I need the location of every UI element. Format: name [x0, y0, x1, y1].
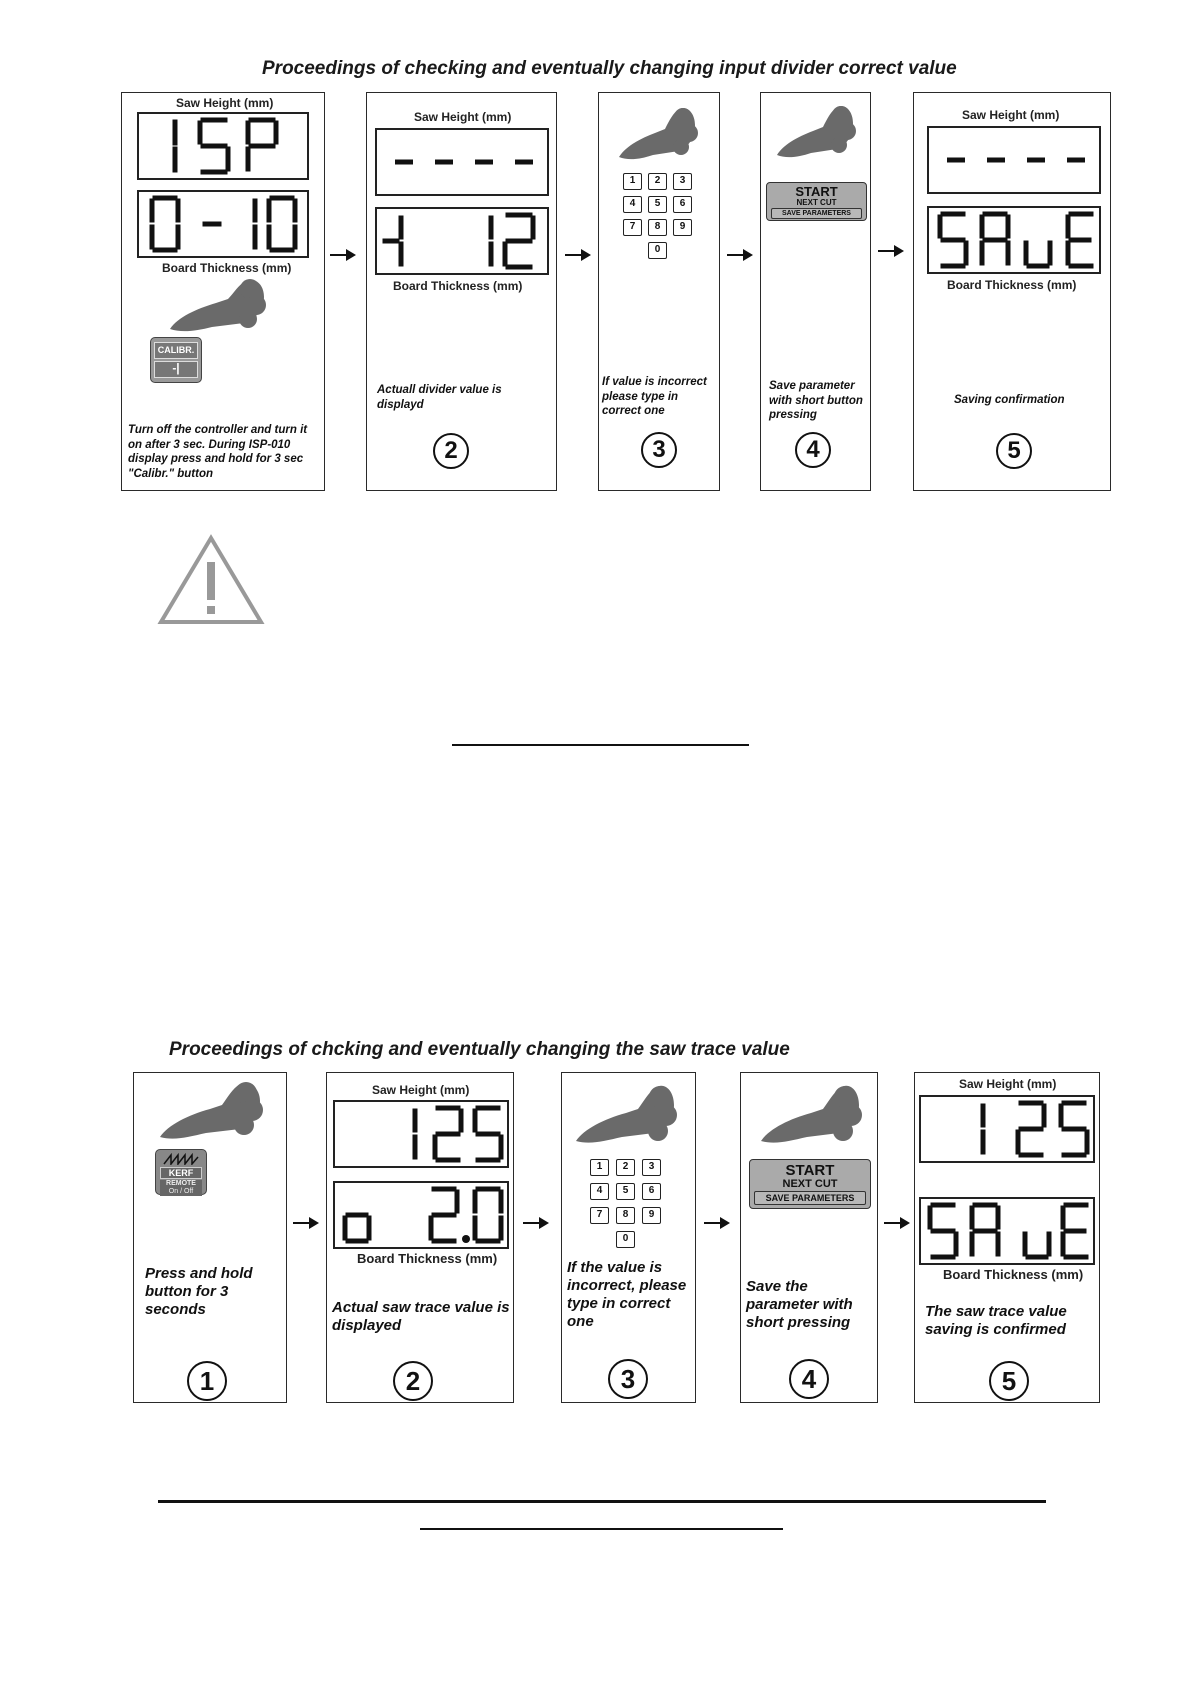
arrow-right-icon: [882, 1216, 912, 1230]
s2-step2-panel: [326, 1072, 514, 1403]
next-cut-label: NEXT CUT: [796, 198, 837, 207]
key-0[interactable]: 0: [616, 1231, 635, 1248]
step-description: Save parameter with short button pressing: [769, 380, 863, 421]
key-7[interactable]: 7: [623, 219, 642, 236]
arrow-right-icon: [725, 248, 755, 262]
display-top: [137, 112, 309, 180]
seven-seg-divider-12: [377, 209, 547, 273]
key-3[interactable]: 3: [642, 1159, 661, 1176]
warning-triangle-icon: [155, 532, 267, 628]
seven-seg-dashes: [377, 130, 547, 194]
remote-label: REMOTE: [160, 1180, 202, 1188]
step-description: Press and hold button for 3 seconds: [145, 1265, 253, 1318]
saw-height-label: Saw Height (mm): [962, 108, 1060, 122]
arrow-right-icon: [328, 248, 358, 262]
board-thickness-label: Board Thickness (mm): [943, 1267, 1084, 1282]
start-save-parameters-button[interactable]: [749, 1159, 871, 1209]
key-1[interactable]: 1: [590, 1159, 609, 1176]
step-number: 3: [641, 432, 677, 468]
step-number: 4: [795, 432, 831, 468]
divider-line: [158, 1500, 1046, 1503]
s2-step5-panel: [914, 1072, 1100, 1403]
save-parameters-label: SAVE PARAMETERS: [754, 1191, 866, 1205]
display-bottom: [927, 206, 1101, 274]
step-description: Save the parameter with short pressing: [746, 1278, 853, 1331]
start-save-parameters-button[interactable]: [766, 182, 867, 221]
display-top: [927, 126, 1101, 194]
s1-step4-panel: [760, 92, 871, 491]
key-8[interactable]: 8: [648, 219, 667, 236]
seven-seg-125: [921, 1097, 1093, 1161]
s1-step2-panel: [366, 92, 557, 491]
finger-press-icon: [617, 101, 699, 163]
key-4[interactable]: 4: [623, 196, 642, 213]
saw-teeth-icon: [163, 1153, 199, 1165]
s2-step3-panel: [561, 1072, 696, 1403]
key-8[interactable]: 8: [616, 1207, 635, 1224]
start-label: START: [785, 1162, 835, 1179]
step-number: 5: [989, 1361, 1029, 1401]
display-top: [919, 1095, 1095, 1163]
numeric-keypad: [623, 173, 695, 269]
s1-step3-panel: [598, 92, 720, 491]
key-1[interactable]: 1: [623, 173, 642, 190]
start-label: START: [795, 184, 838, 199]
display-top: [375, 128, 549, 196]
board-thickness-label: Board Thickness (mm): [357, 1251, 498, 1266]
step-description: If the value is incorrect, please type in correct one: [567, 1259, 687, 1330]
step-description: Turn off the controller and turn it on after 3 sec. During ISP-010 display press and hold for 3 sec "Calibr." button: [128, 424, 308, 480]
display-bottom: [919, 1197, 1095, 1265]
arrow-right-icon: [876, 244, 906, 258]
finger-press-icon: [574, 1077, 678, 1147]
board-thickness-label: Board Thickness (mm): [162, 261, 292, 275]
key-2[interactable]: 2: [648, 173, 667, 190]
divider-line: [420, 1528, 783, 1530]
arrow-right-icon: [291, 1216, 321, 1230]
finger-press-icon: [775, 99, 857, 161]
seven-seg-save: [929, 208, 1099, 272]
finger-press-icon: [168, 273, 268, 335]
key-0[interactable]: 0: [648, 242, 667, 259]
kerf-label: KERF: [160, 1167, 202, 1179]
step-description: Actuall divider value is displayd: [377, 384, 502, 411]
next-cut-label: NEXT CUT: [782, 1178, 838, 1190]
s2-step4-panel: [740, 1072, 878, 1403]
step-number: 5: [996, 433, 1032, 469]
s1-step5-panel: [913, 92, 1111, 491]
key-5[interactable]: 5: [616, 1183, 635, 1200]
key-9[interactable]: 9: [673, 219, 692, 236]
section2-title: Proceedings of chcking and eventually changing the saw trace value: [169, 1039, 790, 1060]
seven-seg-dashes: [929, 128, 1099, 192]
saw-height-label: Saw Height (mm): [959, 1077, 1057, 1091]
key-2[interactable]: 2: [616, 1159, 635, 1176]
calibr-button-label: CALIBR.: [154, 342, 198, 359]
seven-seg-save: [921, 1199, 1093, 1263]
display-bottom: [375, 207, 549, 275]
kerf-remote-button[interactable]: [155, 1149, 207, 1195]
arrow-right-icon: [521, 1216, 551, 1230]
s2-step1-panel: [133, 1072, 287, 1403]
step-description: Saving confirmation: [954, 394, 1065, 406]
finger-press-icon: [158, 1075, 266, 1143]
display-top: [333, 1100, 509, 1168]
key-6[interactable]: 6: [642, 1183, 661, 1200]
seven-seg-o-2-0: [335, 1183, 507, 1247]
key-3[interactable]: 3: [673, 173, 692, 190]
seven-seg-0-10: [139, 192, 307, 256]
s1-step1-panel: [121, 92, 325, 491]
arrow-right-icon: [702, 1216, 732, 1230]
board-thickness-label: Board Thickness (mm): [393, 279, 523, 293]
step-description: Actual saw trace value is displayed: [332, 1299, 510, 1334]
seven-seg-isp: [139, 114, 307, 178]
step-number: 3: [608, 1359, 648, 1399]
step-description: The saw trace value saving is confirmed: [925, 1303, 1067, 1338]
display-bottom: [137, 190, 309, 258]
calibr-button[interactable]: [150, 337, 202, 383]
step-number: 2: [393, 1361, 433, 1401]
board-thickness-label: Board Thickness (mm): [947, 278, 1077, 292]
step-number: 1: [187, 1361, 227, 1401]
key-7[interactable]: 7: [590, 1207, 609, 1224]
saw-height-label: Saw Height (mm): [414, 110, 512, 124]
saw-height-label: Saw Height (mm): [176, 96, 274, 110]
step-number: 2: [433, 433, 469, 469]
key-9[interactable]: 9: [642, 1207, 661, 1224]
saw-height-label: Saw Height (mm): [372, 1083, 470, 1097]
finger-press-icon: [759, 1077, 863, 1147]
display-bottom: [333, 1181, 509, 1249]
key-4[interactable]: 4: [590, 1183, 609, 1200]
arrow-right-icon: [563, 248, 593, 262]
step-number: 4: [789, 1359, 829, 1399]
step-description: If value is incorrect please type in correct one: [602, 376, 707, 417]
seven-seg-125: [335, 1102, 507, 1166]
numeric-keypad: [590, 1159, 664, 1257]
key-5[interactable]: 5: [648, 196, 667, 213]
calibr-button-symbol: -|: [154, 361, 198, 378]
divider-line: [452, 744, 749, 746]
section1-title: Proceedings of checking and eventually changing input divider correct value: [262, 58, 957, 79]
key-6[interactable]: 6: [673, 196, 692, 213]
save-parameters-label: SAVE PARAMETERS: [771, 208, 862, 219]
on-off-label: On / Off: [160, 1188, 202, 1196]
